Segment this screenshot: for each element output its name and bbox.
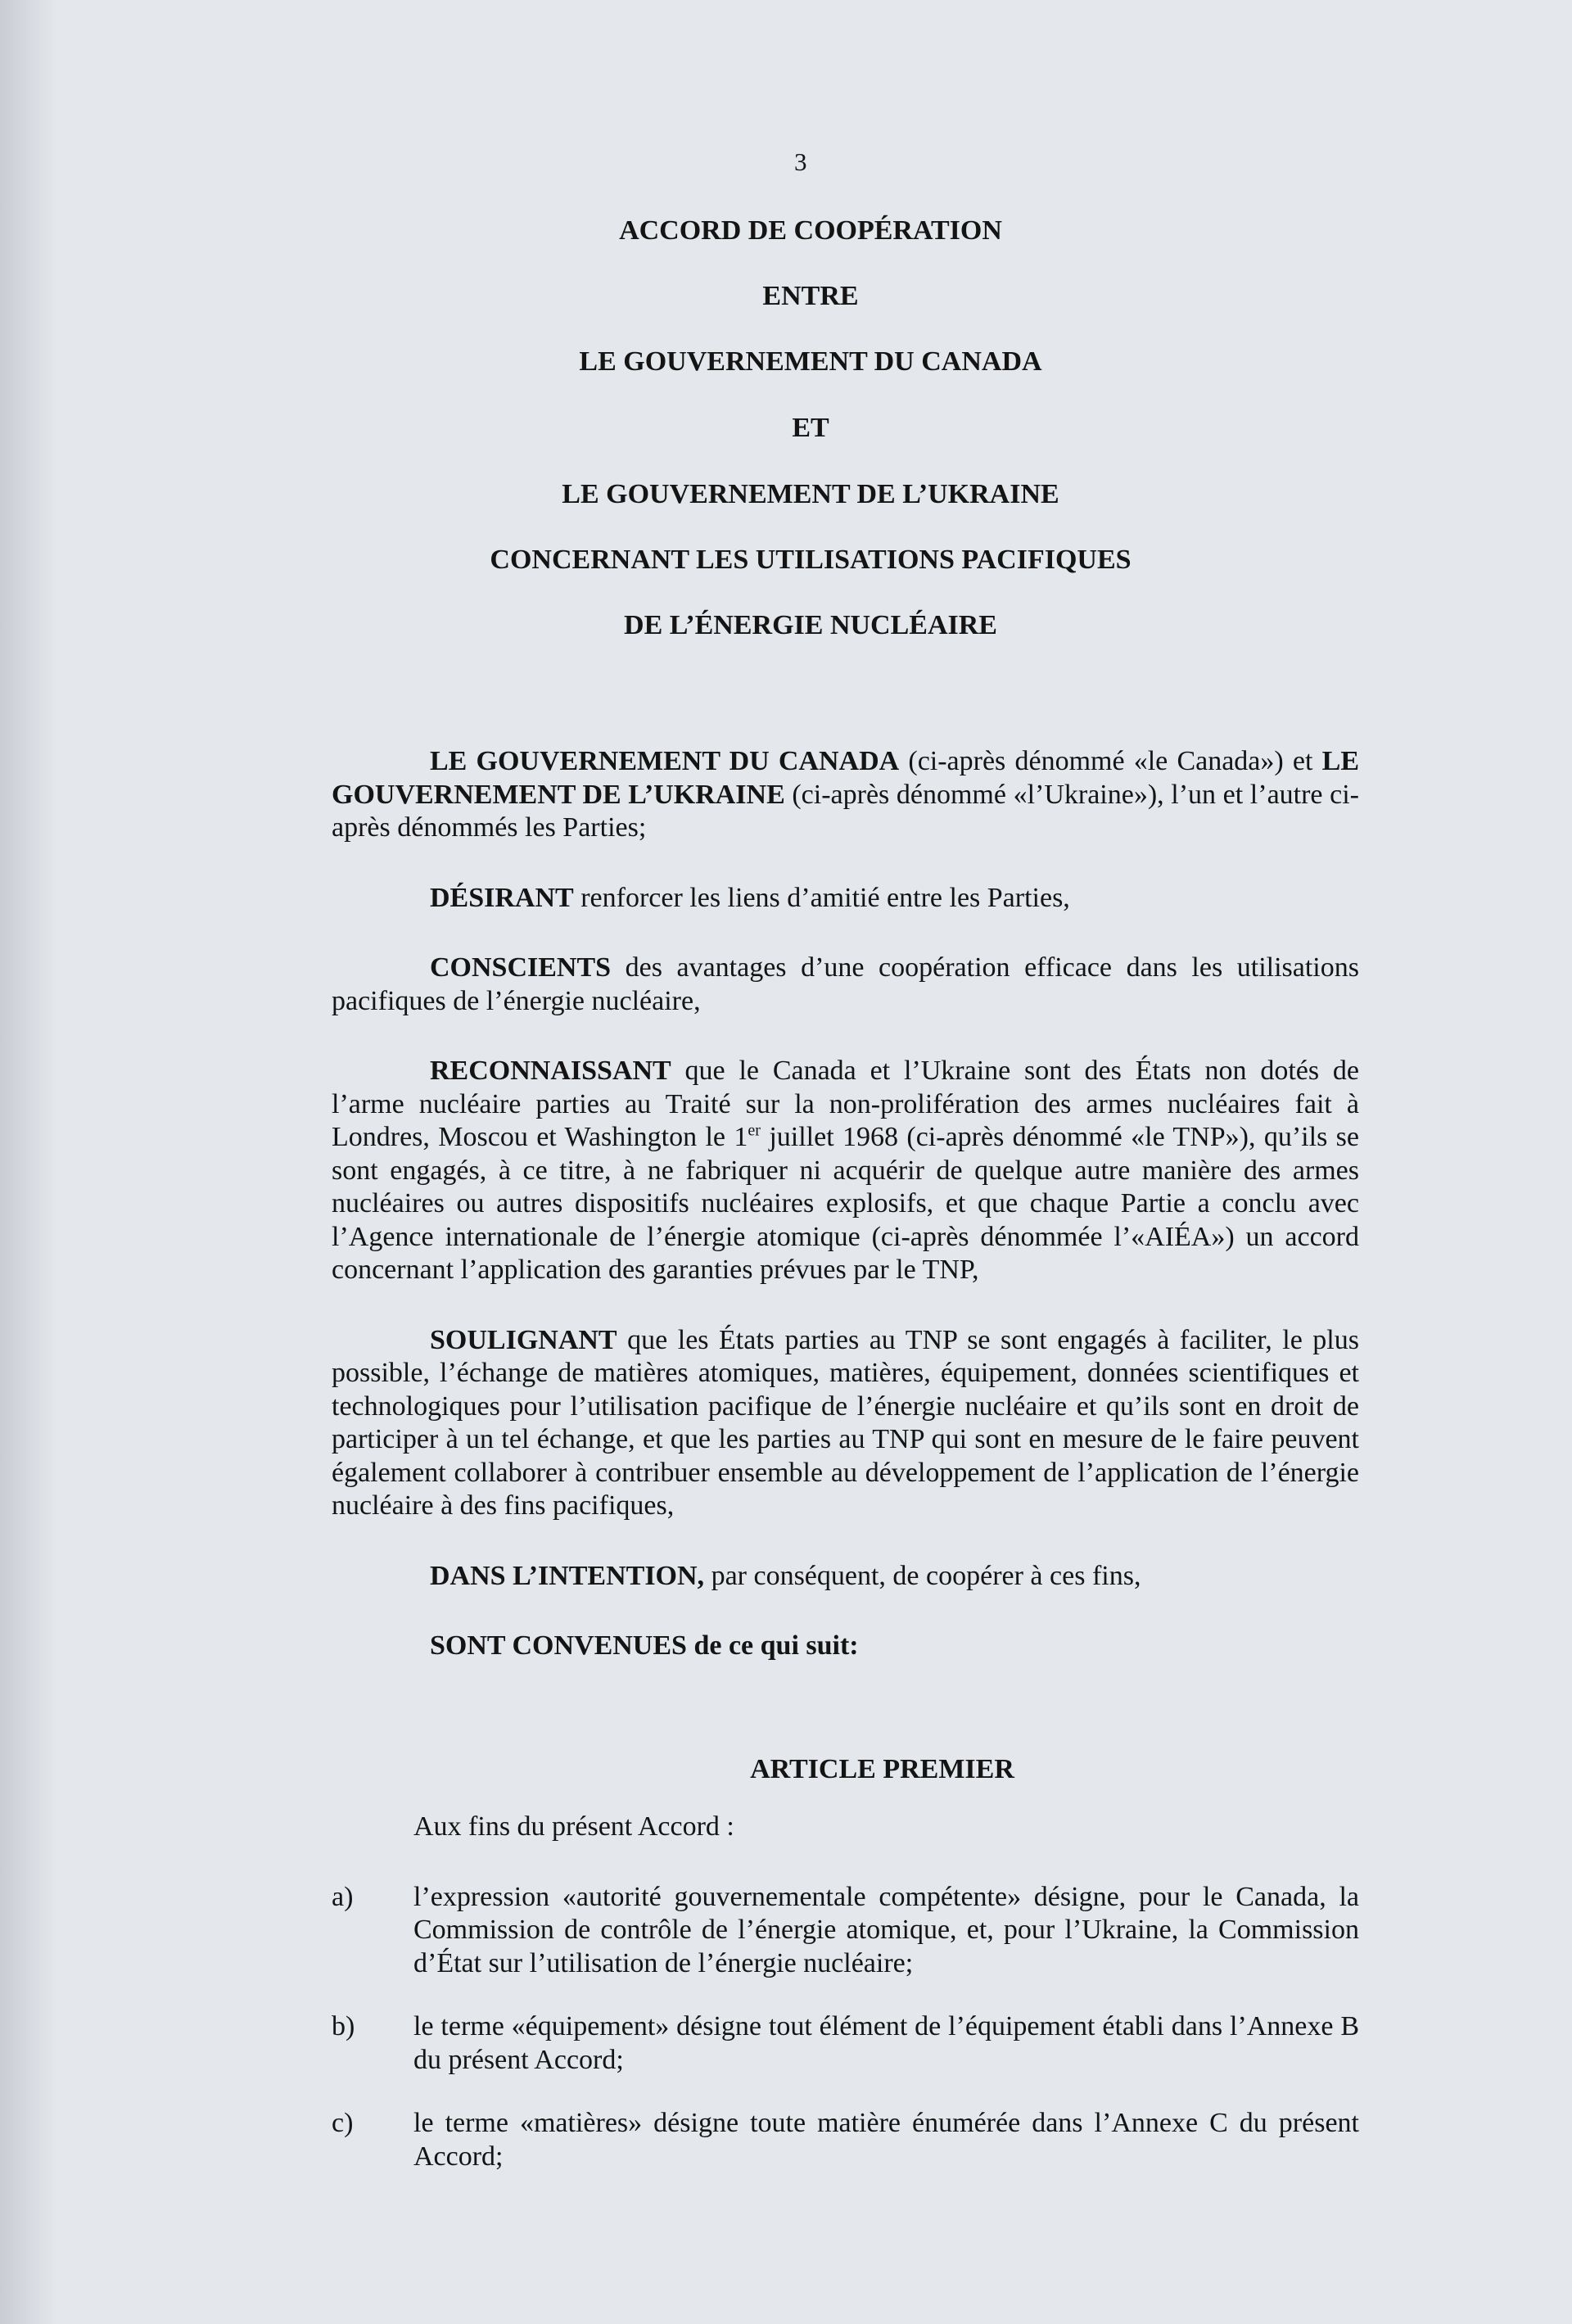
title-line-2: ENTRE xyxy=(762,281,859,311)
definition-marker: c) xyxy=(332,2108,354,2138)
article-heading: ARTICLE PREMIER xyxy=(750,1753,1014,1784)
reconnaissant-paragraph: RECONNAISSANT que le Canada et l’Ukraine sont des États non dotés de l’arme nucléaire parties au Traité sur la non-prolifération des armes nucléaires fait à Londres, Moscou et Washington le 1er juillet 1968 (ci-après dénommé «le TNP»), qu’ils se sont engagés, à ce titre, à ne fabriquer ni acquérir de quelque autre manière des armes nucléaires ou autres dispositifs nucléaires explosifs, et que chaque Partie a conclu avec l’Agence internationale de l’énergie atomique (ci-après dénommée l’«AIÉA») un accord concernant l’application des garanties prévues par le TNP, xyxy=(332,1056,1359,1285)
conscients-paragraph: CONSCIENTS des avantages d’une coopération efficace dans les utilisations pacifiques de l’énergie nucléaire, xyxy=(332,952,1359,1016)
definition-item xyxy=(332,2107,1359,2173)
article-intro: Aux fins du présent Accord : xyxy=(413,1811,734,1842)
document-title-block xyxy=(0,215,1572,642)
party-canada: LE GOUVERNEMENT DU CANADA xyxy=(430,746,900,776)
desirant-paragraph: DÉSIRANT renforcer les liens d’amitié entre les Parties, xyxy=(430,882,1070,913)
title-line-1: ACCORD DE COOPÉRATION xyxy=(619,215,1002,246)
definition-text: le terme «équipement» désigne tout élément de l’équipement établi dans l’Annexe B du présent Accord; xyxy=(413,2011,1359,2075)
party-ukraine: LE GOUVERNEMENT DE L’UKRAINE xyxy=(332,746,1359,810)
title-line-5: LE GOUVERNEMENT DE L’UKRAINE xyxy=(562,479,1059,509)
definition-item xyxy=(332,2010,1359,2077)
definition-item xyxy=(332,1881,1359,1981)
title-line-3: LE GOUVERNEMENT DU CANADA xyxy=(579,346,1042,377)
intention-paragraph: DANS L’INTENTION, par conséquent, de coopérer à ces fins, xyxy=(430,1560,1141,1591)
definition-text: le terme «matières» désigne toute matière énumérée dans l’Annexe C du présent Accord; xyxy=(413,2108,1359,2172)
parties-paragraph: LE GOUVERNEMENT DU CANADA (ci-après dénommé «le Canada») et LE GOUVERNEMENT DE L’UKRAINE (ci-après dénommé «l’Ukraine»), l’un et l’autre ci-après dénommés les Parties; xyxy=(332,746,1359,843)
definition-marker: b) xyxy=(332,2011,355,2041)
page-number: 3 xyxy=(794,147,807,176)
soulignant-paragraph: SOULIGNANT que les États parties au TNP se sont engagés à faciliter, le plus possible, l’échange de matières atomiques, matières, équipement, données scientifiques et technologiques pour l’utilisation pacifique de l’énergie nucléaire et qu’ils sont en droit de participer à un tel échange, et que les parties au TNP qui sont en mesure de le faire peuvent également collaborer à contribuer ensemble au développement de l’application de l’énergie nucléaire à des fins pacifiques, xyxy=(332,1324,1359,1521)
title-line-4: ET xyxy=(792,413,829,443)
document-body xyxy=(332,745,1359,2204)
title-line-7: DE L’ÉNERGIE NUCLÉAIRE xyxy=(624,610,997,640)
convenues-paragraph: SONT CONVENUES de ce qui suit: xyxy=(430,1630,859,1661)
definition-text: l’expression «autorité gouvernementale compétente» désigne, pour le Canada, la Commission de contrôle de l’énergie atomique, et, pour l’Ukraine, la Commission d’État sur l’utilisation de l’énergie nucléaire; xyxy=(413,1881,1359,1978)
title-line-6: CONCERNANT LES UTILISATIONS PACIFIQUES xyxy=(490,545,1132,575)
definition-marker: a) xyxy=(332,1881,354,1912)
